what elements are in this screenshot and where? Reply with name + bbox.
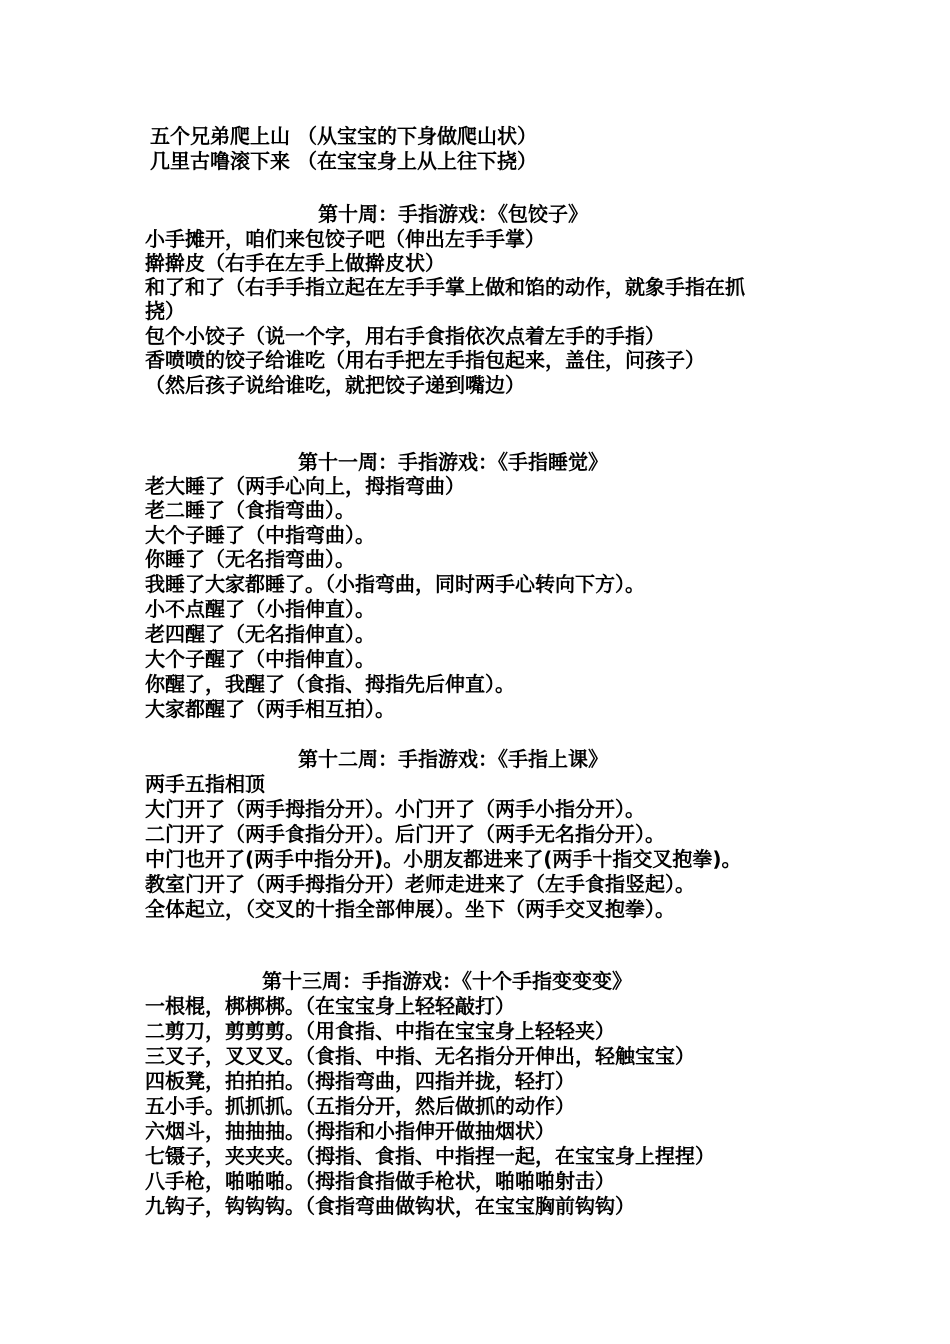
week13-line-3: 三叉子，叉叉叉。（食指、中指、无名指分开伸出，轻触宝宝） xyxy=(145,1044,695,1068)
week13-line-5: 五小手。抓抓抓。（五指分开，然后做抓的动作） xyxy=(145,1094,575,1118)
week12-line-3: 二门开了（两手食指分开）。后门开了（两手无名指分开）。 xyxy=(145,822,665,846)
week11-line-7: 老四醒了（无名指伸直）。 xyxy=(145,622,375,646)
week10-line-4: 挠） xyxy=(145,299,185,323)
week10-line-7: （然后孩子说给谁吃，就把饺子递到嘴边） xyxy=(145,373,525,397)
week13-line-2: 二剪刀，剪剪剪。（用食指、中指在宝宝身上轻轻夹） xyxy=(145,1019,615,1043)
week12-title: 第十二周：手指游戏：《手指上课》 xyxy=(298,747,608,771)
week10-line-5: 包个小饺子（说一个字，用右手食指依次点着左手的手指） xyxy=(145,324,665,348)
week11-line-2: 老二睡了（食指弯曲）。 xyxy=(145,498,355,522)
week10-line-6: 香喷喷的饺子给谁吃（用右手把左手指包起来，盖住，问孩子） xyxy=(145,348,705,372)
week11-line-1: 老大睡了（两手心向上，拇指弯曲） xyxy=(145,474,465,498)
week12-line-4: 中门也开了(两手中指分开)。小朋友都进来了(两手十指交叉抱拳)。 xyxy=(145,847,742,871)
week10-title: 第十周：手指游戏：《包饺子》 xyxy=(318,202,588,226)
week11-line-3: 大个子睡了（中指弯曲）。 xyxy=(145,523,375,547)
week12-line-2: 大门开了（两手拇指分开）。小门开了（两手小指分开）。 xyxy=(145,797,645,821)
week10-line-1: 小手摊开，咱们来包饺子吧（伸出左手手掌） xyxy=(145,227,545,251)
week13-line-1: 一根棍，梆梆梆。（在宝宝身上轻轻敲打） xyxy=(145,994,515,1018)
week13-line-8: 八手枪，啪啪啪。（拇指食指做手枪状，啪啪啪射击） xyxy=(145,1169,615,1193)
week11-line-10: 大家都醒了（两手相互拍）。 xyxy=(145,697,395,721)
week11-line-9: 你醒了，我醒了（食指、拇指先后伸直）。 xyxy=(145,672,515,696)
intro-line-2: 几里古噜滚下来 （在宝宝身上从上往下挠） xyxy=(150,149,537,173)
intro-line-1: 五个兄弟爬上山 （从宝宝的下身做爬山状） xyxy=(150,124,537,148)
week13-line-7: 七镊子，夹夹夹。（拇指、食指、中指捏一起，在宝宝身上捏捏） xyxy=(145,1144,715,1168)
week11-title: 第十一周：手指游戏：《手指睡觉》 xyxy=(298,450,608,474)
week10-line-2: 擀擀皮（右手在左手上做擀皮状） xyxy=(145,251,445,275)
week10-line-3: 和了和了（右手手指立起在左手手掌上做和馅的动作，就象手指在抓 xyxy=(145,275,745,299)
week13-line-9: 九钩子，钩钩钩。（食指弯曲做钩状，在宝宝胸前钩钩） xyxy=(145,1194,635,1218)
week12-line-1: 两手五指相顶 xyxy=(145,772,265,796)
week13-line-6: 六烟斗，抽抽抽。（拇指和小指伸开做抽烟状） xyxy=(145,1119,555,1143)
week12-line-6: 全体起立，（交叉的十指全部伸展）。坐下（两手交叉抱拳）。 xyxy=(145,897,675,921)
week13-title: 第十三周：手指游戏：《十个手指变变变》 xyxy=(262,969,632,993)
week11-line-6: 小不点醒了（小指伸直）。 xyxy=(145,597,375,621)
week11-line-8: 大个子醒了（中指伸直）。 xyxy=(145,647,375,671)
week11-line-5: 我睡了大家都睡了。（小指弯曲，同时两手心转向下方）。 xyxy=(145,572,645,596)
week12-line-5: 教室门开了（两手拇指分开）老师走进来了（左手食指竖起）。 xyxy=(145,872,695,896)
week13-line-4: 四板凳，拍拍拍。（拇指弯曲，四指并拢，轻打） xyxy=(145,1069,575,1093)
week11-line-4: 你睡了（无名指弯曲）。 xyxy=(145,547,355,571)
